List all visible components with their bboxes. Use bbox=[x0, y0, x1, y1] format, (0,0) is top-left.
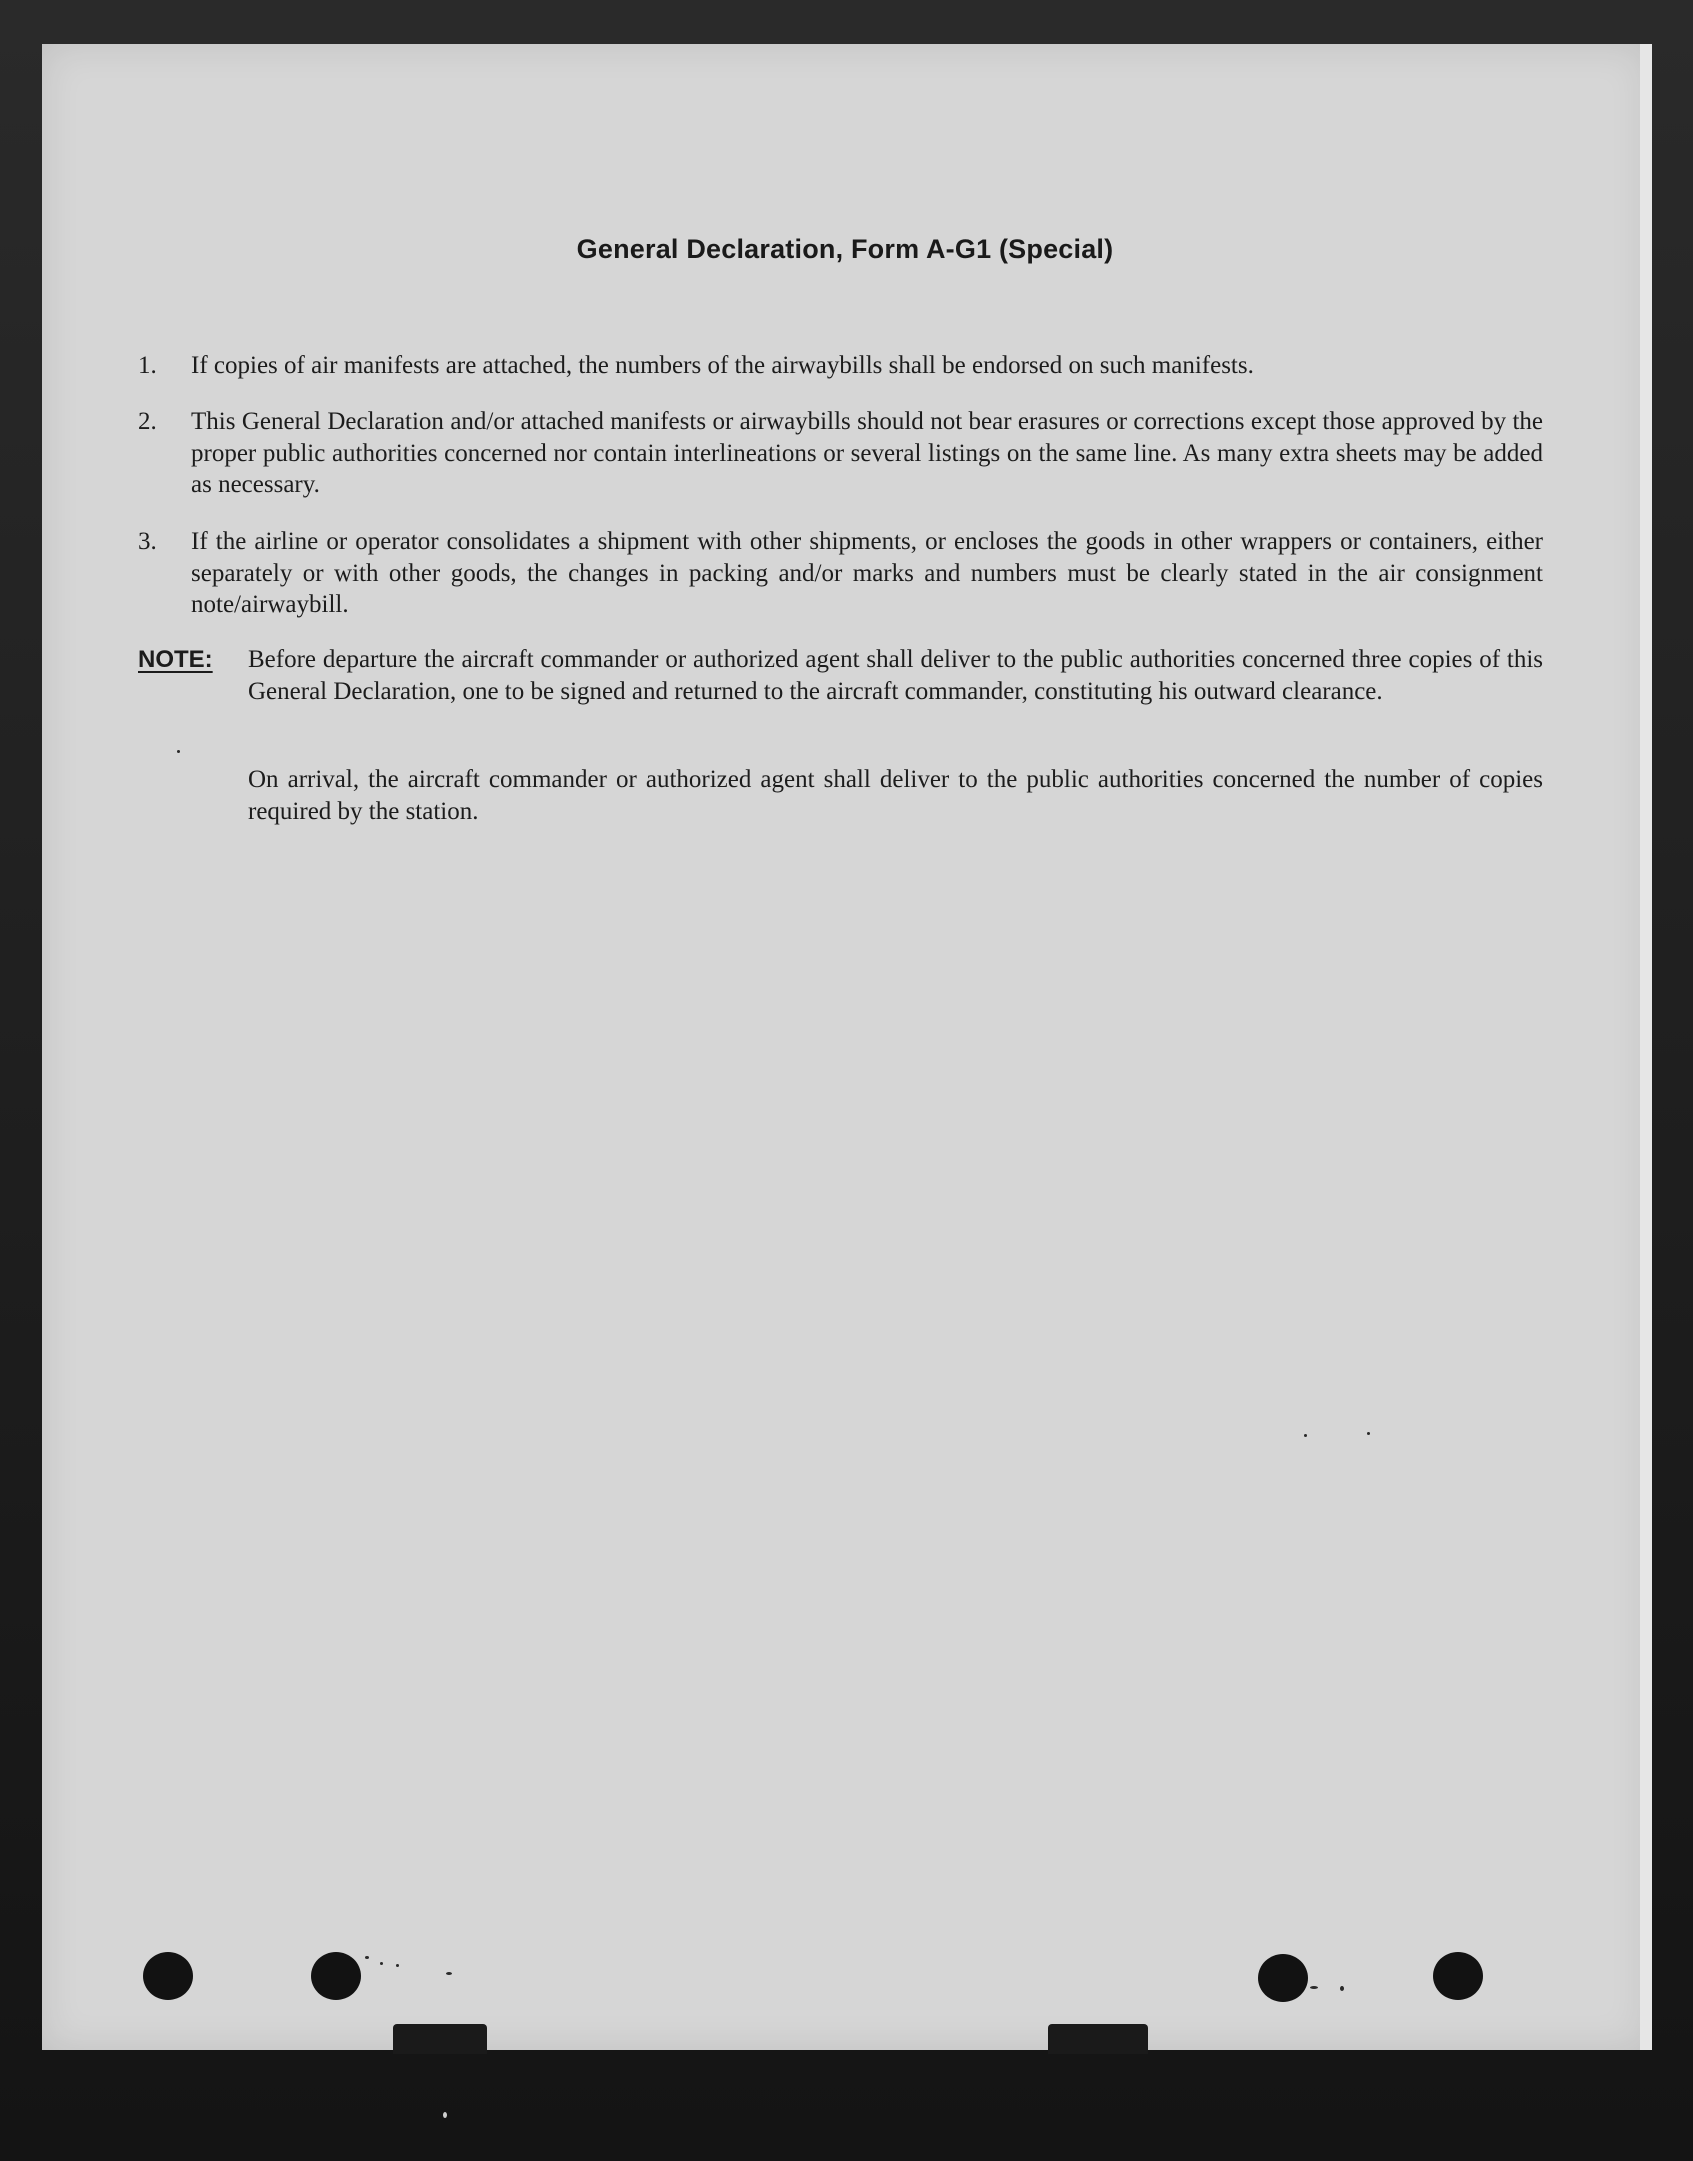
dust-speck bbox=[1304, 1434, 1307, 1437]
item-number: 2. bbox=[138, 408, 157, 435]
page-edge bbox=[1640, 44, 1652, 2050]
item-text: This General Declaration and/or attached manifests or airwaybills should not bear erasures or corrections except those approved by the proper public authorities concerned nor contain interlineations or several listings on the same line. As many extra sheets may be added as necessary. bbox=[191, 408, 1543, 498]
item-text: If the airline or operator consolidates a shipment with other shipments, or encloses the goods in other wrappers or containers, either separately or with other goods, the changes in packing and/or marks and numbers must be clearly stated in the air consignment note/airwaybill. bbox=[191, 528, 1543, 618]
dust-speck bbox=[1367, 1432, 1370, 1435]
dust-speck bbox=[446, 1972, 452, 1975]
note-paragraph: Before departure the aircraft commander or authorized agent shall deliver to the public authorities concerned three copies of this General Declaration, one to be signed and returned to the aircraft commander, constituting his outward clearance. bbox=[248, 646, 1543, 705]
item-text: If copies of air manifests are attached, the numbers of the airwaybills shall be endorsed on such manifests. bbox=[191, 352, 1254, 379]
note-section bbox=[138, 644, 1543, 707]
dust-speck bbox=[1310, 1986, 1318, 1989]
punch-hole bbox=[143, 1952, 193, 2000]
binder-tab bbox=[393, 2024, 487, 2054]
dust-speck bbox=[396, 1964, 399, 1967]
document-page bbox=[42, 44, 1648, 2050]
punch-hole bbox=[1258, 1954, 1308, 2002]
document-title: General Declaration, Form A-G1 (Special) bbox=[576, 234, 1114, 264]
dust-speck bbox=[177, 750, 180, 753]
item-number: 3. bbox=[138, 528, 157, 555]
dust-speck bbox=[443, 2112, 447, 2118]
dust-speck bbox=[365, 1956, 369, 1959]
note-label: NOTE: bbox=[138, 646, 213, 673]
binder-tab bbox=[1048, 2024, 1148, 2054]
item-number: 1. bbox=[138, 352, 157, 379]
note-paragraph: On arrival, the aircraft commander or authorized agent shall deliver to the public authorities concerned the number of copies required by the station. bbox=[248, 766, 1543, 825]
list-item bbox=[138, 350, 1543, 382]
punch-hole bbox=[1433, 1952, 1483, 2000]
dust-speck bbox=[1340, 1986, 1344, 1991]
punch-hole bbox=[311, 1952, 361, 2000]
list-item bbox=[138, 406, 1543, 501]
list-item bbox=[138, 526, 1543, 621]
dust-speck bbox=[380, 1962, 383, 1965]
